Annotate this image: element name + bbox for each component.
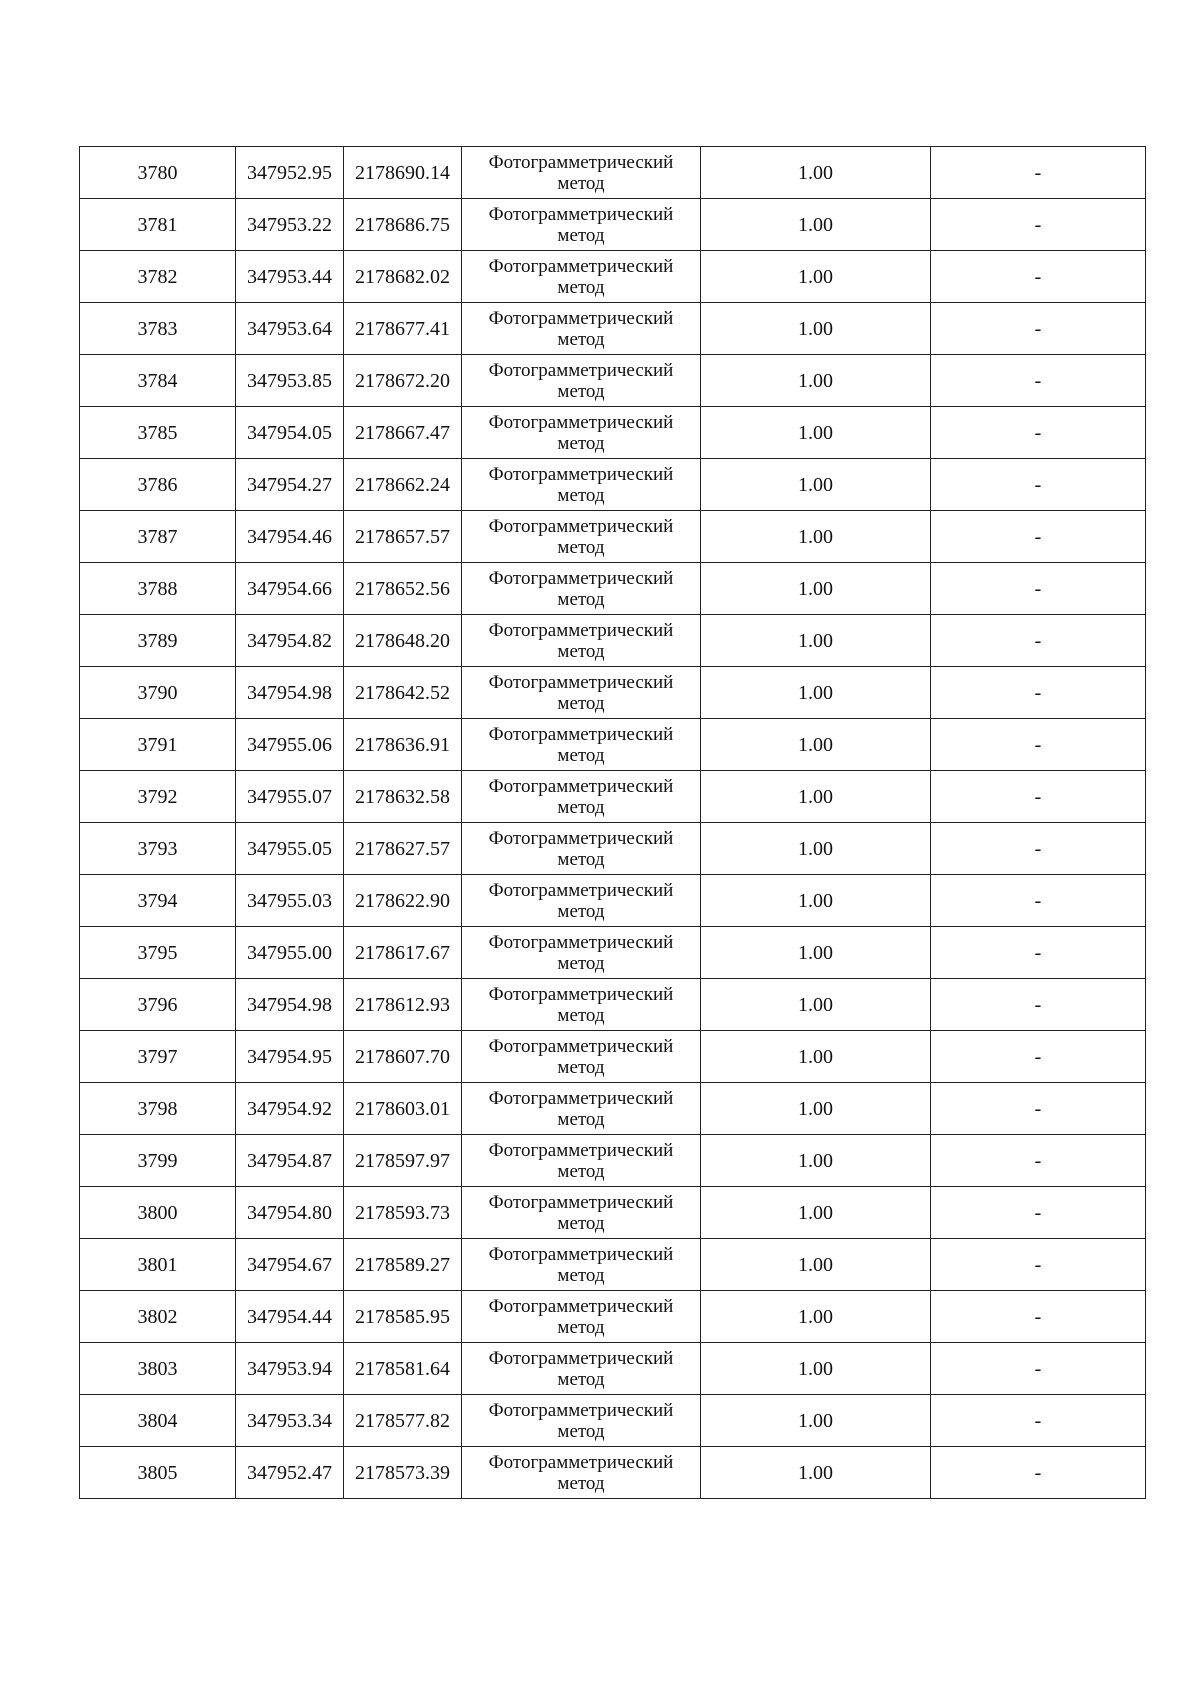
coordinate-y-cell: 2178597.97 (344, 1135, 462, 1187)
note-cell: - (931, 511, 1146, 563)
method-line: метод (557, 900, 605, 922)
coordinate-y-cell: 2178617.67 (344, 927, 462, 979)
coordinate-y-cell: 2178657.57 (344, 511, 462, 563)
accuracy-cell: 1.00 (701, 1239, 931, 1291)
point-number-cell: 3802 (80, 1291, 236, 1343)
method-cell (462, 1187, 701, 1239)
method-line: Фотограмметрический (488, 931, 674, 953)
note-cell: - (931, 1083, 1146, 1135)
accuracy-cell: 1.00 (701, 1031, 931, 1083)
accuracy-cell: 1.00 (701, 511, 931, 563)
point-number-cell: 3792 (80, 771, 236, 823)
point-number-cell: 3785 (80, 407, 236, 459)
method-cell (462, 355, 701, 407)
method-cell (462, 1135, 701, 1187)
method-line: Фотограмметрический (488, 723, 674, 745)
coordinate-x-cell: 347953.94 (236, 1343, 344, 1395)
accuracy-cell: 1.00 (701, 1291, 931, 1343)
table-row (80, 303, 1146, 355)
table-row (80, 199, 1146, 251)
accuracy-cell: 1.00 (701, 199, 931, 251)
accuracy-cell: 1.00 (701, 459, 931, 511)
method-line: Фотограмметрический (488, 619, 674, 641)
coordinate-y-cell: 2178585.95 (344, 1291, 462, 1343)
point-number-cell: 3801 (80, 1239, 236, 1291)
coordinate-x-cell: 347953.22 (236, 199, 344, 251)
coordinate-x-cell: 347954.44 (236, 1291, 344, 1343)
accuracy-cell: 1.00 (701, 771, 931, 823)
coordinate-y-cell: 2178662.24 (344, 459, 462, 511)
table-row (80, 667, 1146, 719)
method-line: Фотограмметрический (488, 515, 674, 537)
note-cell: - (931, 719, 1146, 771)
method-line: метод (557, 1056, 605, 1078)
note-cell: - (931, 355, 1146, 407)
coordinate-y-cell: 2178686.75 (344, 199, 462, 251)
method-cell (462, 1031, 701, 1083)
point-number-cell: 3794 (80, 875, 236, 927)
method-line: Фотограмметрический (488, 879, 674, 901)
accuracy-cell: 1.00 (701, 823, 931, 875)
point-number-cell: 3793 (80, 823, 236, 875)
coordinate-x-cell: 347955.05 (236, 823, 344, 875)
coordinate-y-cell: 2178690.14 (344, 147, 462, 199)
method-cell (462, 1291, 701, 1343)
method-line: Фотограмметрический (488, 775, 674, 797)
coordinate-y-cell: 2178589.27 (344, 1239, 462, 1291)
accuracy-cell: 1.00 (701, 979, 931, 1031)
note-cell: - (931, 303, 1146, 355)
accuracy-cell: 1.00 (701, 1187, 931, 1239)
method-line: метод (557, 380, 605, 402)
method-line: метод (557, 796, 605, 818)
coordinate-x-cell: 347954.05 (236, 407, 344, 459)
table-row (80, 147, 1146, 199)
method-line: метод (557, 1108, 605, 1130)
accuracy-cell: 1.00 (701, 1135, 931, 1187)
point-number-cell: 3789 (80, 615, 236, 667)
table-row (80, 927, 1146, 979)
method-cell (462, 1083, 701, 1135)
table-row (80, 1031, 1146, 1083)
note-cell: - (931, 615, 1146, 667)
coordinate-y-cell: 2178672.20 (344, 355, 462, 407)
coordinate-x-cell: 347952.95 (236, 147, 344, 199)
method-cell (462, 771, 701, 823)
note-cell: - (931, 1447, 1146, 1499)
method-line: Фотограмметрический (488, 567, 674, 589)
method-line: Фотограмметрический (488, 1191, 674, 1213)
accuracy-cell: 1.00 (701, 1083, 931, 1135)
method-line: Фотограмметрический (488, 307, 674, 329)
coordinate-y-cell: 2178648.20 (344, 615, 462, 667)
coordinates-table-body (80, 147, 1146, 1499)
method-line: Фотограмметрический (488, 151, 674, 173)
method-line: Фотограмметрический (488, 1243, 674, 1265)
method-cell (462, 199, 701, 251)
coordinate-y-cell: 2178682.02 (344, 251, 462, 303)
method-line: метод (557, 1004, 605, 1026)
method-cell (462, 1395, 701, 1447)
accuracy-cell: 1.00 (701, 667, 931, 719)
point-number-cell: 3783 (80, 303, 236, 355)
coordinate-x-cell: 347954.98 (236, 979, 344, 1031)
method-cell (462, 407, 701, 459)
note-cell: - (931, 927, 1146, 979)
method-line: метод (557, 952, 605, 974)
point-number-cell: 3800 (80, 1187, 236, 1239)
note-cell: - (931, 147, 1146, 199)
method-line: Фотограмметрический (488, 671, 674, 693)
table-row (80, 459, 1146, 511)
coordinate-x-cell: 347954.87 (236, 1135, 344, 1187)
accuracy-cell: 1.00 (701, 355, 931, 407)
point-number-cell: 3791 (80, 719, 236, 771)
note-cell: - (931, 563, 1146, 615)
method-cell (462, 511, 701, 563)
method-line: метод (557, 328, 605, 350)
table-row (80, 1291, 1146, 1343)
note-cell: - (931, 1291, 1146, 1343)
method-line: Фотограмметрический (488, 255, 674, 277)
method-cell (462, 979, 701, 1031)
method-line: метод (557, 848, 605, 870)
coordinate-x-cell: 347954.80 (236, 1187, 344, 1239)
coordinate-x-cell: 347954.92 (236, 1083, 344, 1135)
method-line: Фотограмметрический (488, 1035, 674, 1057)
method-line: метод (557, 1472, 605, 1494)
method-cell (462, 927, 701, 979)
coordinate-x-cell: 347955.06 (236, 719, 344, 771)
method-cell (462, 615, 701, 667)
table-row (80, 1083, 1146, 1135)
method-line: метод (557, 692, 605, 714)
point-number-cell: 3782 (80, 251, 236, 303)
point-number-cell: 3805 (80, 1447, 236, 1499)
method-line: метод (557, 1316, 605, 1338)
accuracy-cell: 1.00 (701, 251, 931, 303)
point-number-cell: 3784 (80, 355, 236, 407)
coordinate-x-cell: 347954.27 (236, 459, 344, 511)
method-line: Фотограмметрический (488, 1295, 674, 1317)
table-row (80, 1239, 1146, 1291)
method-line: Фотограмметрический (488, 827, 674, 849)
coordinate-x-cell: 347953.85 (236, 355, 344, 407)
coordinate-y-cell: 2178612.93 (344, 979, 462, 1031)
accuracy-cell: 1.00 (701, 407, 931, 459)
note-cell: - (931, 1343, 1146, 1395)
method-line: Фотограмметрический (488, 411, 674, 433)
coordinate-y-cell: 2178652.56 (344, 563, 462, 615)
point-number-cell: 3798 (80, 1083, 236, 1135)
accuracy-cell: 1.00 (701, 719, 931, 771)
point-number-cell: 3795 (80, 927, 236, 979)
table-row (80, 1343, 1146, 1395)
coordinate-y-cell: 2178577.82 (344, 1395, 462, 1447)
method-line: метод (557, 276, 605, 298)
coordinate-y-cell: 2178622.90 (344, 875, 462, 927)
point-number-cell: 3796 (80, 979, 236, 1031)
note-cell: - (931, 771, 1146, 823)
note-cell: - (931, 1395, 1146, 1447)
method-line: Фотограмметрический (488, 463, 674, 485)
method-cell (462, 667, 701, 719)
accuracy-cell: 1.00 (701, 303, 931, 355)
method-cell (462, 1239, 701, 1291)
method-cell (462, 303, 701, 355)
note-cell: - (931, 251, 1146, 303)
note-cell: - (931, 1187, 1146, 1239)
note-cell: - (931, 1239, 1146, 1291)
method-cell (462, 1447, 701, 1499)
coordinate-x-cell: 347954.67 (236, 1239, 344, 1291)
point-number-cell: 3787 (80, 511, 236, 563)
accuracy-cell: 1.00 (701, 927, 931, 979)
coordinate-x-cell: 347953.64 (236, 303, 344, 355)
method-line: метод (557, 588, 605, 610)
coordinate-x-cell: 347954.66 (236, 563, 344, 615)
method-cell (462, 719, 701, 771)
method-line: метод (557, 1420, 605, 1442)
coordinate-y-cell: 2178607.70 (344, 1031, 462, 1083)
coordinate-x-cell: 347954.98 (236, 667, 344, 719)
coordinate-y-cell: 2178642.52 (344, 667, 462, 719)
method-cell (462, 147, 701, 199)
method-line: метод (557, 744, 605, 766)
note-cell: - (931, 1031, 1146, 1083)
note-cell: - (931, 823, 1146, 875)
table-row (80, 407, 1146, 459)
note-cell: - (931, 459, 1146, 511)
coordinate-x-cell: 347953.44 (236, 251, 344, 303)
method-cell (462, 563, 701, 615)
note-cell: - (931, 667, 1146, 719)
point-number-cell: 3804 (80, 1395, 236, 1447)
table-row (80, 511, 1146, 563)
method-line: Фотограмметрический (488, 1139, 674, 1161)
accuracy-cell: 1.00 (701, 1343, 931, 1395)
table-row (80, 1447, 1146, 1499)
table-row (80, 563, 1146, 615)
table-row (80, 771, 1146, 823)
coordinate-y-cell: 2178581.64 (344, 1343, 462, 1395)
point-number-cell: 3803 (80, 1343, 236, 1395)
note-cell: - (931, 979, 1146, 1031)
table-row (80, 1395, 1146, 1447)
method-line: метод (557, 640, 605, 662)
method-line: Фотограмметрический (488, 359, 674, 381)
coordinate-y-cell: 2178627.57 (344, 823, 462, 875)
method-cell (462, 459, 701, 511)
method-line: метод (557, 1160, 605, 1182)
accuracy-cell: 1.00 (701, 615, 931, 667)
method-line: метод (557, 224, 605, 246)
method-cell (462, 875, 701, 927)
method-line: Фотограмметрический (488, 1347, 674, 1369)
coordinate-x-cell: 347955.03 (236, 875, 344, 927)
method-line: метод (557, 1368, 605, 1390)
table-row (80, 1187, 1146, 1239)
coordinate-x-cell: 347952.47 (236, 1447, 344, 1499)
table-row (80, 1135, 1146, 1187)
note-cell: - (931, 875, 1146, 927)
method-line: метод (557, 1212, 605, 1234)
table-row (80, 719, 1146, 771)
coordinate-x-cell: 347955.00 (236, 927, 344, 979)
point-number-cell: 3780 (80, 147, 236, 199)
table-row (80, 823, 1146, 875)
coordinate-y-cell: 2178636.91 (344, 719, 462, 771)
coordinate-x-cell: 347955.07 (236, 771, 344, 823)
coordinate-y-cell: 2178632.58 (344, 771, 462, 823)
point-number-cell: 3781 (80, 199, 236, 251)
method-cell (462, 251, 701, 303)
coordinate-y-cell: 2178603.01 (344, 1083, 462, 1135)
accuracy-cell: 1.00 (701, 1395, 931, 1447)
coordinate-y-cell: 2178677.41 (344, 303, 462, 355)
method-line: метод (557, 1264, 605, 1286)
coordinate-y-cell: 2178593.73 (344, 1187, 462, 1239)
method-line: метод (557, 536, 605, 558)
method-line: метод (557, 172, 605, 194)
accuracy-cell: 1.00 (701, 875, 931, 927)
point-number-cell: 3799 (80, 1135, 236, 1187)
table-row (80, 979, 1146, 1031)
table-row (80, 875, 1146, 927)
method-line: метод (557, 432, 605, 454)
method-line: Фотограмметрический (488, 1451, 674, 1473)
table-row (80, 355, 1146, 407)
point-number-cell: 3797 (80, 1031, 236, 1083)
coordinate-y-cell: 2178667.47 (344, 407, 462, 459)
accuracy-cell: 1.00 (701, 563, 931, 615)
point-number-cell: 3786 (80, 459, 236, 511)
method-line: Фотограмметрический (488, 983, 674, 1005)
point-number-cell: 3790 (80, 667, 236, 719)
note-cell: - (931, 1135, 1146, 1187)
coordinates-table (79, 146, 1146, 1499)
method-line: метод (557, 484, 605, 506)
method-cell (462, 1343, 701, 1395)
coordinate-x-cell: 347954.95 (236, 1031, 344, 1083)
accuracy-cell: 1.00 (701, 1447, 931, 1499)
coordinate-x-cell: 347954.82 (236, 615, 344, 667)
method-line: Фотограмметрический (488, 1399, 674, 1421)
coordinate-x-cell: 347953.34 (236, 1395, 344, 1447)
table-row (80, 251, 1146, 303)
coordinate-x-cell: 347954.46 (236, 511, 344, 563)
accuracy-cell: 1.00 (701, 147, 931, 199)
method-line: Фотограмметрический (488, 203, 674, 225)
note-cell: - (931, 199, 1146, 251)
point-number-cell: 3788 (80, 563, 236, 615)
coordinate-y-cell: 2178573.39 (344, 1447, 462, 1499)
method-line: Фотограмметрический (488, 1087, 674, 1109)
table-row (80, 615, 1146, 667)
note-cell: - (931, 407, 1146, 459)
method-cell (462, 823, 701, 875)
